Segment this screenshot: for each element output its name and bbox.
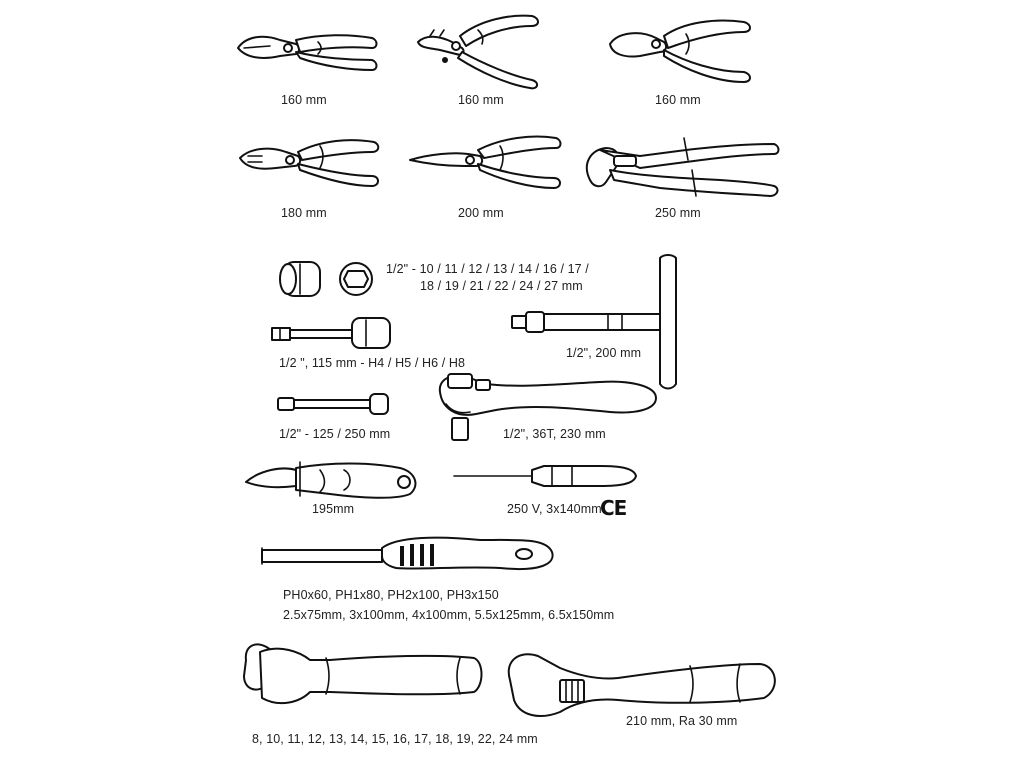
diagonal-cutter-icon [610,21,750,82]
open-end-wrench-icon [244,644,482,703]
hex-bit-socket-icon [272,318,390,348]
cutting-pliers-size: 160 mm [281,93,327,107]
screwdriver-slotted-label: 2.5x75mm, 3x100mm, 4x100mm, 5.5x125mm, 6.5x150mm [283,608,615,622]
voltage-tester-label: 250 V, 3x140mm [507,502,602,516]
water-pump-pliers-icon [587,138,779,196]
cable-knife-icon [246,462,415,498]
extension-bar-icon [278,394,388,414]
long-nose-pliers-size: 200 mm [458,206,504,220]
long-nose-pliers-icon [410,137,561,189]
open-wrench-sizes: 8, 10, 11, 12, 13, 14, 15, 16, 17, 18, 19, 22, 24 mm [252,732,538,746]
water-pump-pliers-size: 250 mm [655,206,701,220]
sockets-sizes-line1: 1/2" - 10 / 11 / 12 / 13 / 14 / 16 / 17 / [386,262,589,276]
socket-hex-end-icon [340,263,372,295]
wire-stripper-size: 160 mm [458,93,504,107]
adjustable-wrench-icon [509,654,775,716]
ratchet-label: 1/2", 36T, 230 mm [503,427,606,441]
hex-bit-label: 1/2 ", 115 mm - H4 / H5 / H6 / H8 [279,356,466,370]
combination-pliers-icon [240,140,378,186]
ce-mark: CE [600,496,627,520]
sockets-sizes-line2: 18 / 19 / 21 / 22 / 24 / 27 mm [420,279,583,293]
knife-label: 195mm [312,502,355,516]
extension-label: 1/2" - 125 / 250 mm [279,427,391,441]
diagonal-cutter-size: 160 mm [655,93,701,107]
cutting-pliers-icon [238,35,377,70]
screwdriver-phillips-label: PH0x60, PH1x80, PH2x100, PH3x150 [283,588,499,602]
voltage-tester-icon [454,466,636,486]
screwdriver-icon [262,538,553,569]
wire-stripper-icon [418,16,538,89]
adjustable-wrench-label: 210 mm, Ra 30 mm [626,714,738,728]
combination-pliers-size: 180 mm [281,206,327,220]
socket-icon [280,262,320,296]
t-handle-label: 1/2", 200 mm [566,346,642,360]
